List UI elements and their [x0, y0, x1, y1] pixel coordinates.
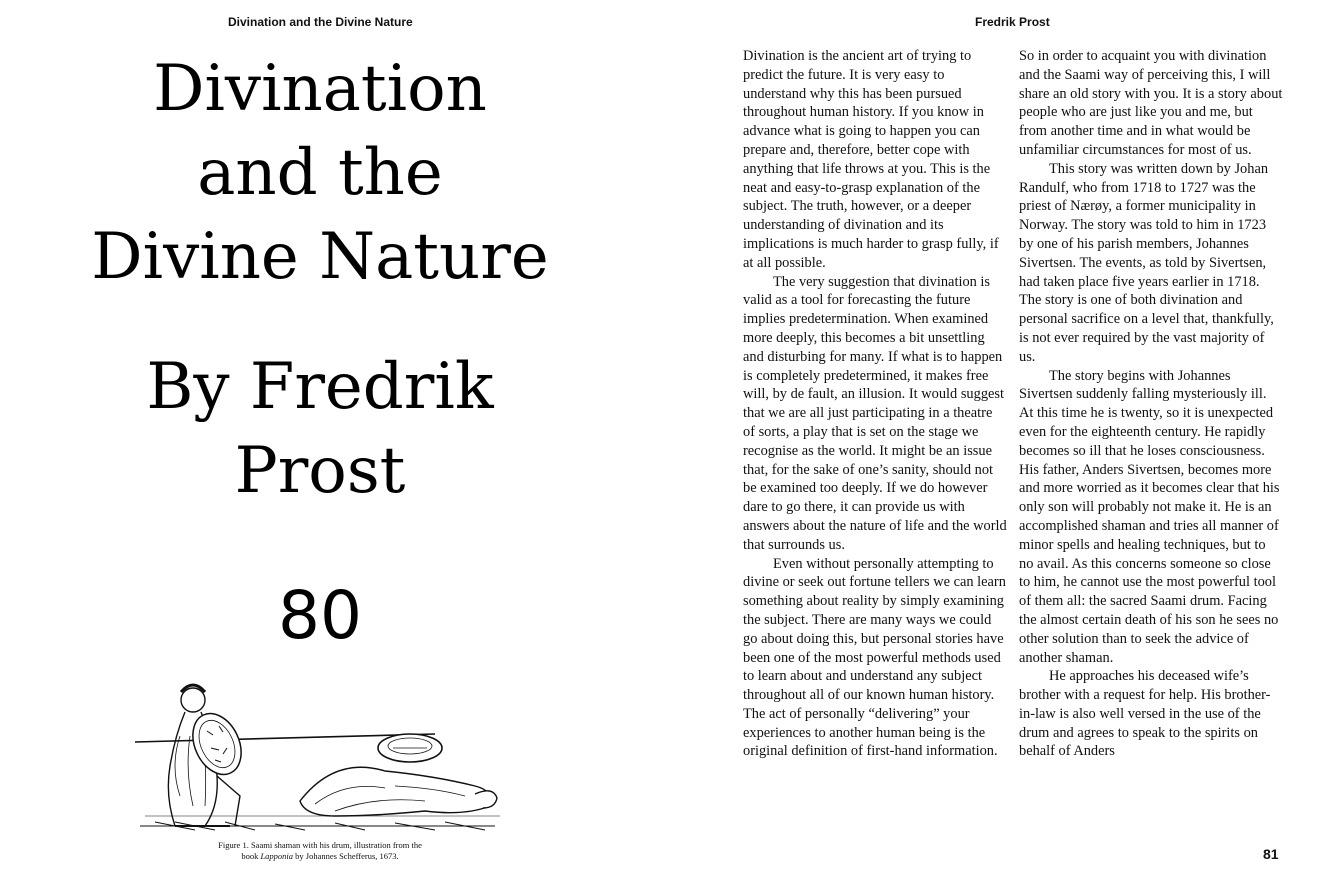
caption-line: Figure 1. Saami shaman with his drum, illustration from the — [218, 840, 422, 850]
paragraph: Divination is the ancient art of trying to predict the future. It is very easy to understand why this has been pursued throughout human history. If you know in advance what is going to happen you can prepare and, therefore, better cope with anything that life throws at you. This is the neat and easy-to-grasp explanation of the subject. The truth, however, or a deeper understanding of divination and its implications is much harder to grasp fully, if at all possible. — [743, 48, 999, 271]
figure-caption — [200, 840, 440, 861]
article-title — [20, 47, 620, 299]
left-page — [0, 0, 640, 887]
title-line: Divination — [153, 52, 487, 126]
right-page — [665, 0, 1331, 887]
paragraph: This story was written down by Johan Randulf, who from 1718 to 1727 was the priest of Nærøy, a former municipality in Norway. The story was told to him in 1723 by one of his parish members, Johannes Sivertsen. The events, as told by Sivertsen, had taken place five years earlier in 1718. The story is one of both divination and personal sacrifice on a level that, thankfully, is not ever required by the vast majority of us. — [1019, 160, 1274, 365]
caption-text: book — [241, 850, 261, 861]
page-number: 81 — [1263, 846, 1279, 862]
paragraph: Even without personally attempting to divine or seek out fortune tellers we can learn something about reality by simply examining the subject. There are many ways we could go about doing this, but personal stories have been one of the most powerful methods used to learn about and understand any subject throughout all of our known human history. The act of personally “delivering” your experiences to another human being is the original definition of first-hand information. — [743, 555, 1006, 760]
caption-book-title: Lapponia — [260, 850, 294, 861]
caption-text: by Johannes Schefferus, 1673. — [293, 850, 399, 861]
byline — [20, 345, 620, 513]
text-column-2 — [1019, 47, 1283, 761]
shaman-drum-illustration — [135, 676, 507, 836]
paragraph: The very suggestion that divination is valid as a tool for forecasting the future implies predetermination. When examined more deeply, this becomes a bit unsettling and disturbing for many. If what is to happen is completely predetermined, it makes free will, by de fault, an illusion. It would suggest that we are all just participating in a theatre of sorts, a play that is set on the stage we recognise as the world. It might be an issue that, for the sake of one’s sanity, should not be examined too deeply. If we do however dare to go there, it can provide us with answers about the nature of life and the world that surrounds us. — [743, 273, 1007, 553]
byline-line: Prost — [234, 434, 406, 508]
article-number: 80 — [278, 577, 362, 654]
paragraph: The story begins with Johannes Sivertsen suddenly falling mysteriously ill. At this time he is twenty, so it is unexpected even for the eighteenth century. He rapidly becomes so ill that he loses consciousness. His father, Anders Sivertsen, becomes more and more worried as it becomes clear that his only son will probably not make it. He is an accomplished shaman and tries all manner of minor spells and healing techniques, but to no avail. As this concerns someone so close to him, he cannot use the most powerful tool of them all: the sacred Saami drum. Facing the almost certain death of his son he sees no other solution than to seek the advice of another shaman. — [1019, 367, 1280, 666]
byline-line: By Fredrik — [146, 350, 494, 424]
running-head-right: Fredrik Prost — [975, 15, 1050, 29]
text-column-1 — [743, 47, 1007, 761]
running-head-left: Divination and the Divine Nature — [228, 15, 413, 29]
title-line: and the — [197, 136, 443, 210]
paragraph: He approaches his deceased wife’s brother with a request for help. His brother-in-law is also well versed in the use of the drum and agrees to speak to the spirits on behalf of Anders — [1019, 668, 1271, 760]
paragraph: So in order to acquaint you with divination and the Saami way of perceiving this, I will share an old story with you. It is a story about people who are just like you and me, but from another time and in what would be unfamiliar circumstances for most of us. — [1019, 48, 1283, 158]
title-line: Divine Nature — [91, 220, 549, 294]
